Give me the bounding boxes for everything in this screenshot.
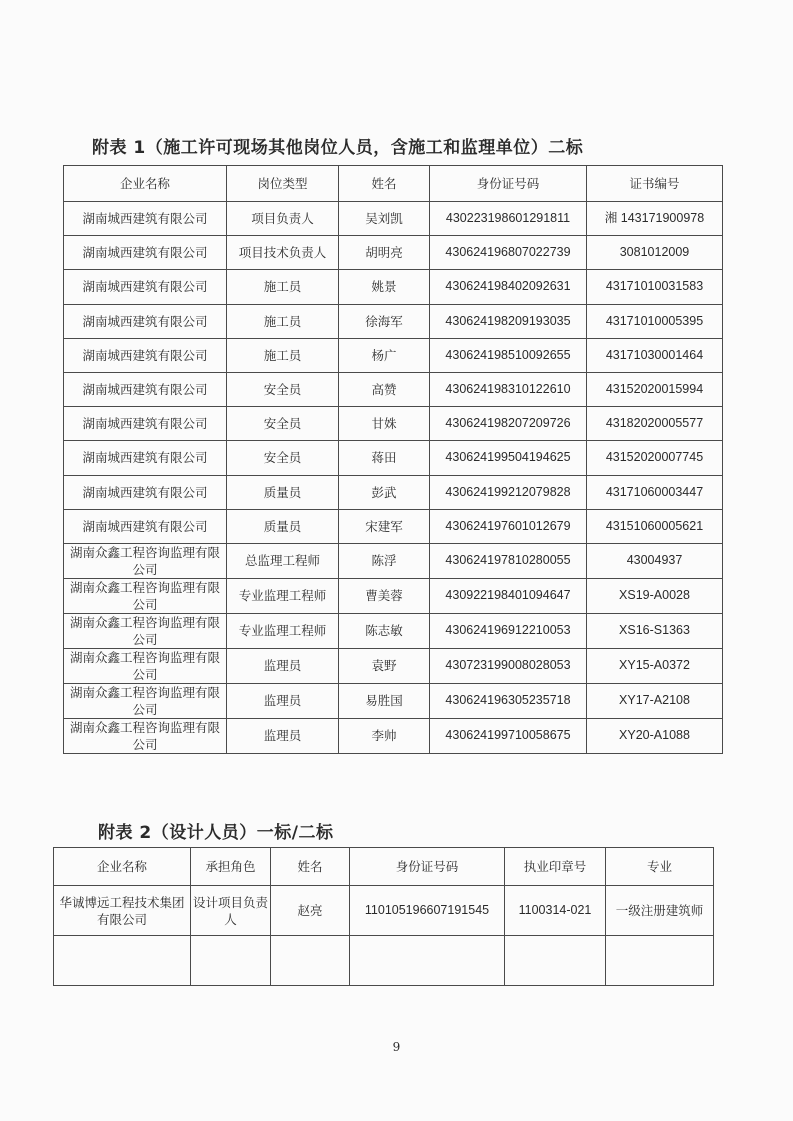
- cell-position: 专业监理工程师: [227, 578, 339, 613]
- cell-name: 宋建军: [339, 509, 430, 543]
- cell-name: 徐海军: [339, 304, 430, 338]
- cell-certificate-number: XY15-A0372: [587, 648, 723, 683]
- cell-id-number: 430624198402092631: [430, 270, 587, 304]
- table-row: [64, 236, 723, 270]
- cell-name: 曹美蓉: [339, 578, 430, 613]
- cell-id-number: 430624198310122610: [430, 372, 587, 406]
- cell-name: 杨广: [339, 338, 430, 372]
- cell-position: 监理员: [227, 648, 339, 683]
- design-personnel-table: [53, 847, 714, 986]
- table2-title: 附表 2（设计人员）一标/二标: [98, 823, 334, 843]
- cell-position: 安全员: [227, 372, 339, 406]
- cell-company: 湖南城西建筑有限公司: [64, 475, 227, 509]
- table-row: [64, 683, 723, 718]
- cell-position: 施工员: [227, 338, 339, 372]
- table-row: [64, 441, 723, 475]
- table-row: [64, 475, 723, 509]
- header-name: 姓名: [271, 848, 350, 886]
- table-row: [64, 543, 723, 578]
- table-row: [54, 886, 714, 936]
- table-row: [64, 407, 723, 441]
- table-row: [64, 202, 723, 236]
- cell-id-number: 430624196305235718: [430, 683, 587, 718]
- cell-name: 高赞: [339, 372, 430, 406]
- table-row: [64, 648, 723, 683]
- table-row: [64, 613, 723, 648]
- header-name: 姓名: [339, 166, 430, 202]
- cell-certificate-number: 3081012009: [587, 236, 723, 270]
- cell-id-number: [350, 936, 505, 986]
- cell-name: 陈志敏: [339, 613, 430, 648]
- cell-id-number: 430624199710058675: [430, 718, 587, 753]
- cell-position: 安全员: [227, 441, 339, 475]
- cell-id-number: 430624199212079828: [430, 475, 587, 509]
- cell-certificate-number: 43151060005621: [587, 509, 723, 543]
- cell-specialty: 一级注册建筑师: [606, 886, 714, 936]
- cell-company: 湖南城西建筑有限公司: [64, 407, 227, 441]
- cell-certificate-number: 43152020007745: [587, 441, 723, 475]
- cell-name: 吴刘凯: [339, 202, 430, 236]
- table1-title: 附表 1（施工许可现场其他岗位人员，含施工和监理单位）二标: [92, 138, 584, 158]
- header-seal-number: 执业印章号: [505, 848, 606, 886]
- cell-id-number: 430922198401094647: [430, 578, 587, 613]
- cell-company: 湖南城西建筑有限公司: [64, 202, 227, 236]
- table-row: [64, 509, 723, 543]
- construction-personnel-table: [63, 165, 723, 754]
- cell-id-number: 110105196607191545: [350, 886, 505, 936]
- cell-name: [271, 936, 350, 986]
- cell-certificate-number: 43171060003447: [587, 475, 723, 509]
- cell-certificate-number: 43171010005395: [587, 304, 723, 338]
- table-row: [64, 578, 723, 613]
- cell-id-number: 430723199008028053: [430, 648, 587, 683]
- cell-company: [54, 936, 191, 986]
- cell-company: 湖南城西建筑有限公司: [64, 236, 227, 270]
- cell-id-number: 430624198209193035: [430, 304, 587, 338]
- cell-certificate-number: XY20-A1088: [587, 718, 723, 753]
- cell-company: 湖南众鑫工程咨询监理有限公司: [64, 718, 227, 753]
- cell-name: 袁野: [339, 648, 430, 683]
- cell-company: 湖南城西建筑有限公司: [64, 509, 227, 543]
- table-row: [64, 304, 723, 338]
- cell-position: 质量员: [227, 509, 339, 543]
- cell-certificate-number: XY17-A2108: [587, 683, 723, 718]
- table-row: [64, 270, 723, 304]
- cell-company: 湖南城西建筑有限公司: [64, 304, 227, 338]
- cell-name: 蒋田: [339, 441, 430, 475]
- cell-id-number: 430624197810280055: [430, 543, 587, 578]
- table-header-row: [54, 848, 714, 886]
- cell-role: 设计项目负责人: [191, 886, 271, 936]
- header-company: 企业名称: [64, 166, 227, 202]
- header-position: 岗位类型: [227, 166, 339, 202]
- cell-certificate-number: XS19-A0028: [587, 578, 723, 613]
- cell-seal-number: 1100314-021: [505, 886, 606, 936]
- cell-certificate-number: XS16-S1363: [587, 613, 723, 648]
- cell-name: 胡明亮: [339, 236, 430, 270]
- cell-position: 项目技术负责人: [227, 236, 339, 270]
- cell-company: 华诚博远工程技术集团有限公司: [54, 886, 191, 936]
- cell-certificate-number: 43004937: [587, 543, 723, 578]
- cell-id-number: 430624198510092655: [430, 338, 587, 372]
- cell-company: 湖南城西建筑有限公司: [64, 441, 227, 475]
- cell-id-number: 430624197601012679: [430, 509, 587, 543]
- cell-name: 赵亮: [271, 886, 350, 936]
- page-number: 9: [392, 1040, 401, 1054]
- table-row: [64, 372, 723, 406]
- cell-certificate-number: 43152020015994: [587, 372, 723, 406]
- cell-certificate-number: 43171030001464: [587, 338, 723, 372]
- cell-name: 易胜国: [339, 683, 430, 718]
- cell-position: 质量员: [227, 475, 339, 509]
- cell-name: 陈浮: [339, 543, 430, 578]
- cell-company: 湖南众鑫工程咨询监理有限公司: [64, 683, 227, 718]
- cell-specialty: [606, 936, 714, 986]
- cell-id-number: 430624196807022739: [430, 236, 587, 270]
- header-id-number: 身份证号码: [430, 166, 587, 202]
- cell-id-number: 430223198601291811: [430, 202, 587, 236]
- table-row: [64, 338, 723, 372]
- cell-name: 彭武: [339, 475, 430, 509]
- cell-position: 施工员: [227, 304, 339, 338]
- cell-company: 湖南众鑫工程咨询监理有限公司: [64, 613, 227, 648]
- cell-name: 姚景: [339, 270, 430, 304]
- cell-company: 湖南城西建筑有限公司: [64, 270, 227, 304]
- header-specialty: 专业: [606, 848, 714, 886]
- header-role: 承担角色: [191, 848, 271, 886]
- cell-position: 总监理工程师: [227, 543, 339, 578]
- cell-id-number: 430624198207209726: [430, 407, 587, 441]
- cell-certificate-number: 43182020005577: [587, 407, 723, 441]
- table-header-row: [64, 166, 723, 202]
- cell-seal-number: [505, 936, 606, 986]
- cell-company: 湖南城西建筑有限公司: [64, 372, 227, 406]
- header-company: 企业名称: [54, 848, 191, 886]
- cell-position: 监理员: [227, 683, 339, 718]
- cell-position: 施工员: [227, 270, 339, 304]
- cell-name: 李帅: [339, 718, 430, 753]
- cell-position: 监理员: [227, 718, 339, 753]
- table-row: [64, 718, 723, 753]
- table-row: [54, 936, 714, 986]
- cell-company: 湖南城西建筑有限公司: [64, 338, 227, 372]
- cell-role: [191, 936, 271, 986]
- cell-company: 湖南众鑫工程咨询监理有限公司: [64, 543, 227, 578]
- cell-name: 甘姝: [339, 407, 430, 441]
- cell-company: 湖南众鑫工程咨询监理有限公司: [64, 578, 227, 613]
- header-id-number: 身份证号码: [350, 848, 505, 886]
- cell-id-number: 430624196912210053: [430, 613, 587, 648]
- cell-position: 项目负责人: [227, 202, 339, 236]
- cell-company: 湖南众鑫工程咨询监理有限公司: [64, 648, 227, 683]
- cell-position: 专业监理工程师: [227, 613, 339, 648]
- cell-position: 安全员: [227, 407, 339, 441]
- cell-id-number: 430624199504194625: [430, 441, 587, 475]
- cell-certificate-number: 43171010031583: [587, 270, 723, 304]
- cell-certificate-number: 湘 143171900978: [587, 202, 723, 236]
- header-certificate-number: 证书编号: [587, 166, 723, 202]
